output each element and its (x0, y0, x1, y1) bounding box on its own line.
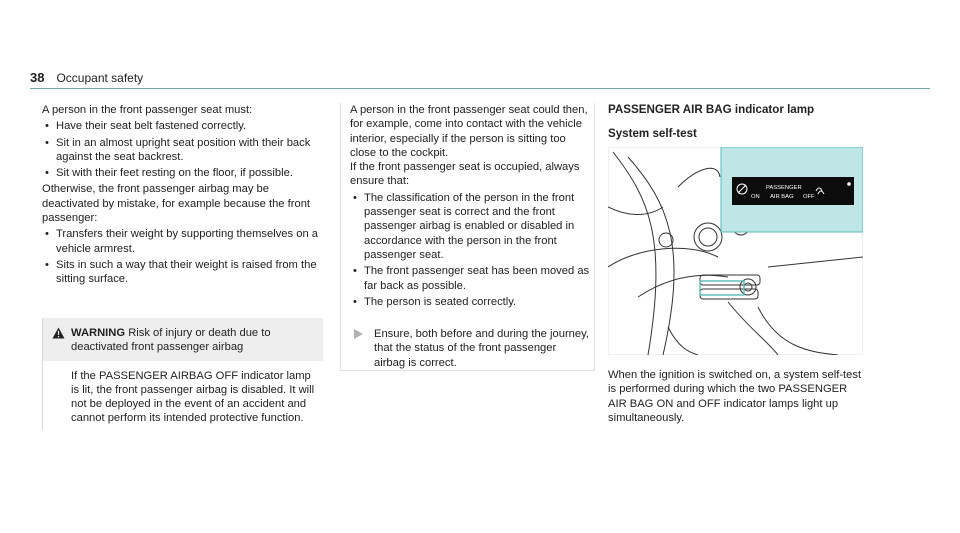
list-item: • The classification of the person in the front passenger seat is correct and the front passenger airbag is enabled or disabled in accordance with the person in the front passenger seat. (364, 191, 590, 262)
contact-text: A person in the front passenger seat could then, for example, come into contact with the vehicle interior, especially if the person is sitting too close to the cockpit. (350, 104, 588, 159)
lamp-label-airbag: AIR BAG (770, 194, 794, 200)
otherwise-text: Otherwise, the front passenger airbag may be deactivated by mistake, for example because the front passenger: (42, 183, 311, 225)
lamp-label-off: OFF (803, 194, 815, 200)
page-number: 38 (30, 70, 45, 85)
subsection-heading: System self-test (608, 127, 697, 141)
action-arrow-icon (354, 329, 363, 343)
caption-text: When the ignition is switched on, a system self-test is performed during which the two PASSENGER AIR BAG ON and OFF indicator lamps light up simultaneously. (608, 369, 862, 424)
column-3 (608, 103, 868, 152)
list-item: • Sits in such a way that their weight is raised from the sitting surface. (56, 258, 324, 287)
lamp-label-on: ON (751, 194, 760, 200)
list-item: • Sit with their feet resting on the floor, if possible. (56, 166, 324, 180)
list-item: • The front passenger seat has been moved as far back as possible. (364, 264, 590, 293)
section-heading: PASSENGER AIR BAG indicator lamp (608, 103, 815, 116)
occupied-text: If the front passenger seat is occupied, always ensure that: (350, 161, 580, 188)
action-text: Ensure, both before and during the journey, that the status of the front passenger airbag is correct. (374, 328, 589, 369)
requirements-list (42, 119, 324, 180)
list-item: • Transfers their weight by supporting themselves on a vehicle armrest. (56, 227, 324, 256)
figure-caption (608, 368, 868, 425)
warning-triangle-icon (52, 327, 65, 343)
column-2 (340, 103, 590, 370)
list-item: • Have their seat belt fastened correctly. (56, 119, 324, 133)
page-header (30, 70, 143, 85)
header-rule (30, 88, 930, 89)
section-title: Occupant safety (56, 71, 144, 85)
ensure-list (350, 191, 590, 309)
list-item: • The person is seated correctly. (364, 295, 590, 309)
warning-head-text: Risk of injury or death due to deactivated front passenger airbag (71, 327, 271, 354)
intro-text: A person in the front passenger seat must: (42, 104, 253, 116)
lamp-label-passenger: PASSENGER (766, 185, 802, 191)
warning-header (43, 318, 323, 361)
action-step (350, 327, 590, 370)
list-item: • Sit in an almost upright seat position with their back against the seat backrest. (56, 136, 324, 165)
column-1 (42, 103, 324, 289)
warning-label: WARNING (71, 327, 126, 339)
dashboard-illustration (608, 147, 863, 355)
warning-box (42, 318, 323, 430)
warning-body: If the PASSENGER AIRBAG OFF indicator lamp is lit, the front passenger airbag is disabled. It will not be deployed in the event of an accident and cannot perform its intended protective function. (71, 369, 315, 425)
risk-list (42, 227, 324, 286)
